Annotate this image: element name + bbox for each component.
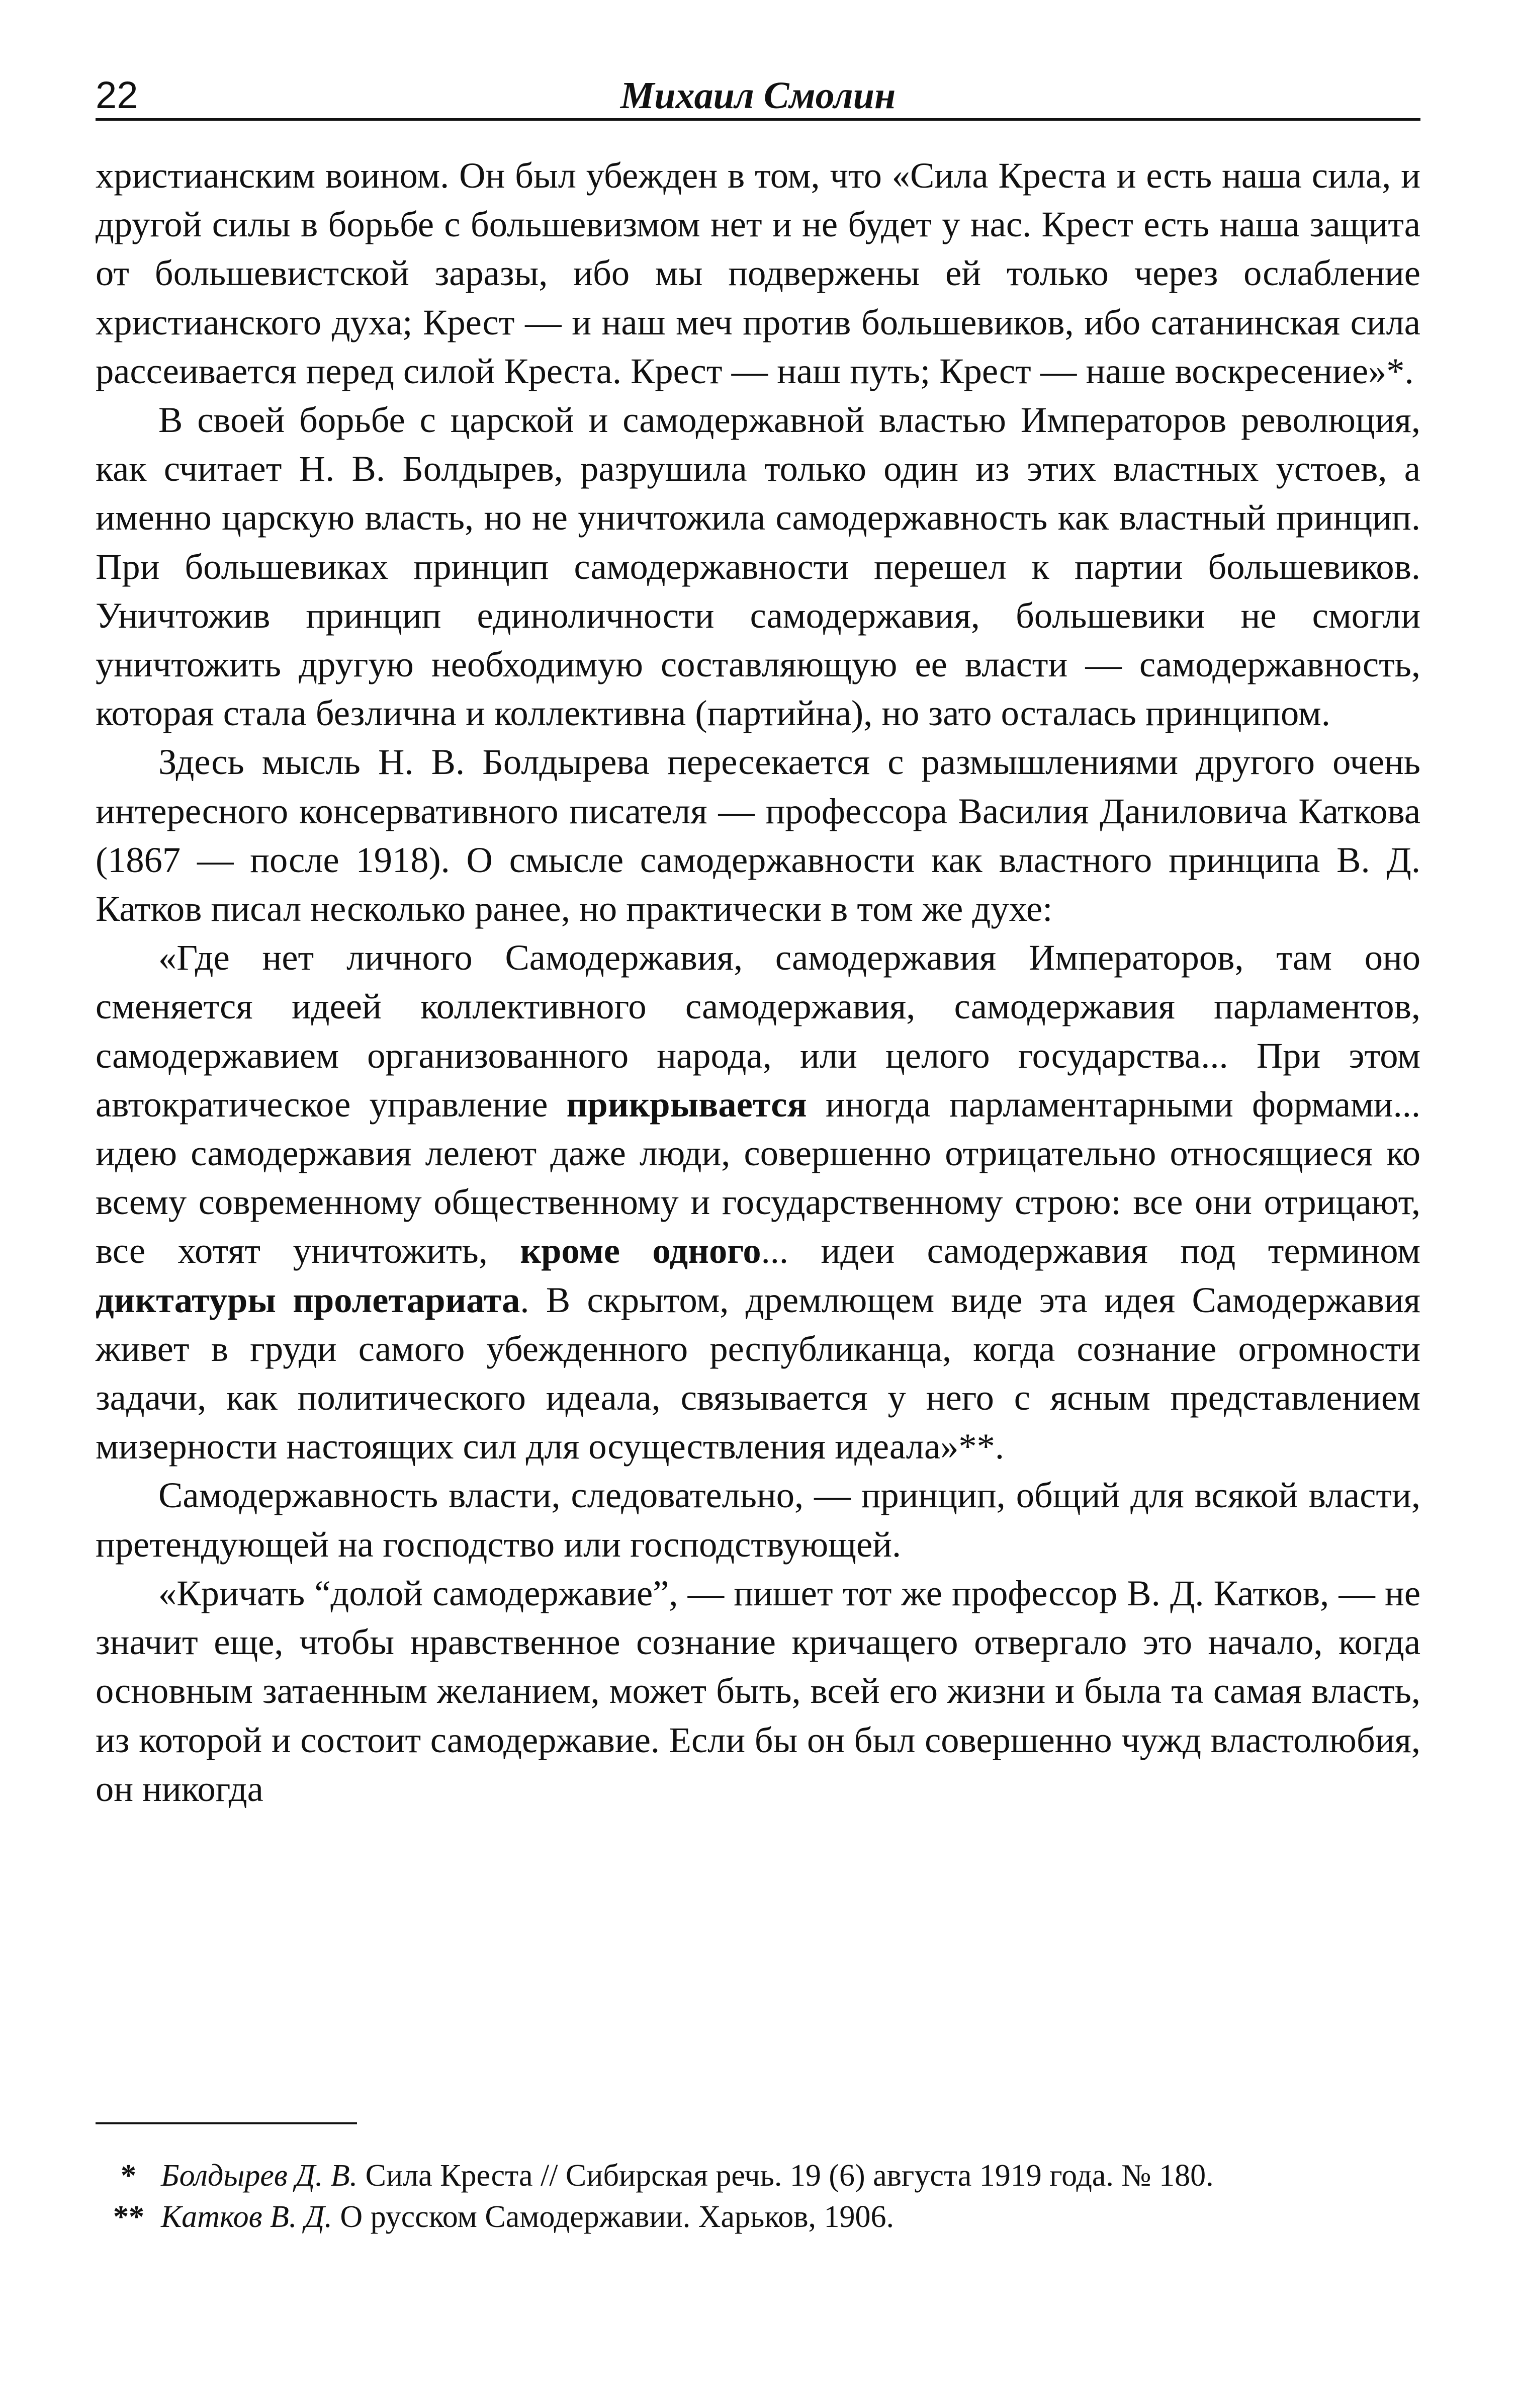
paragraph-3 [96, 737, 1420, 933]
emphasis-bold: диктатуры пролетариата [96, 1279, 520, 1320]
footnote-text: О русском Самодержавии. Харьков, 1906. [332, 2200, 895, 2234]
quote-text: . В скрытом, дремлющем виде эта идея Самодержавия живет в груди самого убежденного республиканца, когда сознание огромности задачи, как политического идеала, связывается у него с ясным представлением мизерности настоящих сил для осуществления идеала»**. [96, 1279, 1420, 1467]
page-header [96, 60, 1420, 126]
quote-text: «Где нет личного Самодержавия, самодержавия Императоров, там оно сменяется идеей коллективного самодержавия, самодержавия парламентов, самодержавием организованного народа, или целого государства... При этом автократическое управление [96, 937, 1420, 1125]
book-page [96, 0, 1420, 2408]
body-text [96, 151, 1420, 1813]
footnote-mark: ** [113, 2200, 144, 2234]
paragraph-4-quote [96, 933, 1420, 1471]
paragraph-3-text: Здесь мысль Н. В. Болдырева пересекается с размышлениями другого очень интересного консервативного писателя — профессора Василия Даниловича Каткова (1867 — после 1918). О смысле самодержавности как властного принципа В. Д. Катков писал несколько ранее, но практически в том же духе: [96, 741, 1420, 929]
footnote-2 [96, 2196, 1420, 2238]
running-head: Михаил Смолин [620, 74, 896, 117]
quote-text: ... идеи самодержавия под термином [761, 1230, 1420, 1271]
footnotes [96, 2155, 1420, 2238]
paragraph-1 [96, 151, 1420, 395]
paragraph-2-text: В своей борьбе с царской и самодержавной властью Императоров революция, как считает Н. В. Болдырев, разрушила только один из этих властных устоев, а именно царскую власть, но не уничтожила самодержавность как властный принцип. При большевиках принцип самодержавности перешел к партии большевиков. Уничтожив принцип единоличности самодержавия, большевики не смогли уничтожить другую необходимую составляющую ее власти — самодержавность, которая стала безлична и коллективна (партийна), но зато осталась принципом. [96, 399, 1420, 734]
page-number: 22 [96, 74, 138, 117]
footnote-author: Катков В. Д. [161, 2200, 332, 2234]
paragraph-2 [96, 395, 1420, 737]
quote-text: иногда парламентарными формами... идею самодержавия лелеют даже люди, совершенно отрицательно относящиеся ко всему современному общественному и государственному строю: все они отрицают, все хотят уничтожить, [96, 1083, 1420, 1271]
paragraph-6 [96, 1569, 1420, 1813]
footnote-text: Сила Креста // Сибирская речь. 19 (6) августа 1919 года. № 180. [358, 2159, 1214, 2193]
header-rule [96, 118, 1420, 121]
paragraph-5-text: Самодержавность власти, следовательно, — принцип, общий для всякой власти, претендующей на господство или господствующей. [96, 1475, 1420, 1565]
paragraph-5 [96, 1471, 1420, 1568]
paragraph-1-text: христианским воином. Он был убежден в том, что «Сила Креста и есть наша сила, и другой силы в борьбе с большевизмом нет и не будет у нас. Крест есть наша защита от большевистской заразы, ибо мы подвержены ей только через ослабление христианского духа; Крест — и наш меч против большевиков, ибо сатанинская сила рассеивается перед силой Креста. Крест — наш путь; Крест — наше воскресение»*. [96, 155, 1420, 391]
footnote-rule [96, 2122, 357, 2124]
emphasis-bold: прикрывается [566, 1083, 807, 1125]
footnote-1 [96, 2155, 1420, 2196]
footnote-mark: * [121, 2159, 136, 2193]
emphasis-bold: кроме одного [520, 1230, 761, 1271]
footnote-author: Болдырев Д. В. [161, 2159, 358, 2193]
paragraph-6-text: «Кричать “долой самодержавие”, — пишет тот же профессор В. Д. Катков, — не значит еще, чтобы нравственное сознание кричащего отвергало это начало, когда основным затаенным желанием, может быть, всей его жизни и была та самая власть, из которой и состоит самодержавие. Если бы он был совершенно чужд властолюбия, он никогда [96, 1572, 1420, 1809]
